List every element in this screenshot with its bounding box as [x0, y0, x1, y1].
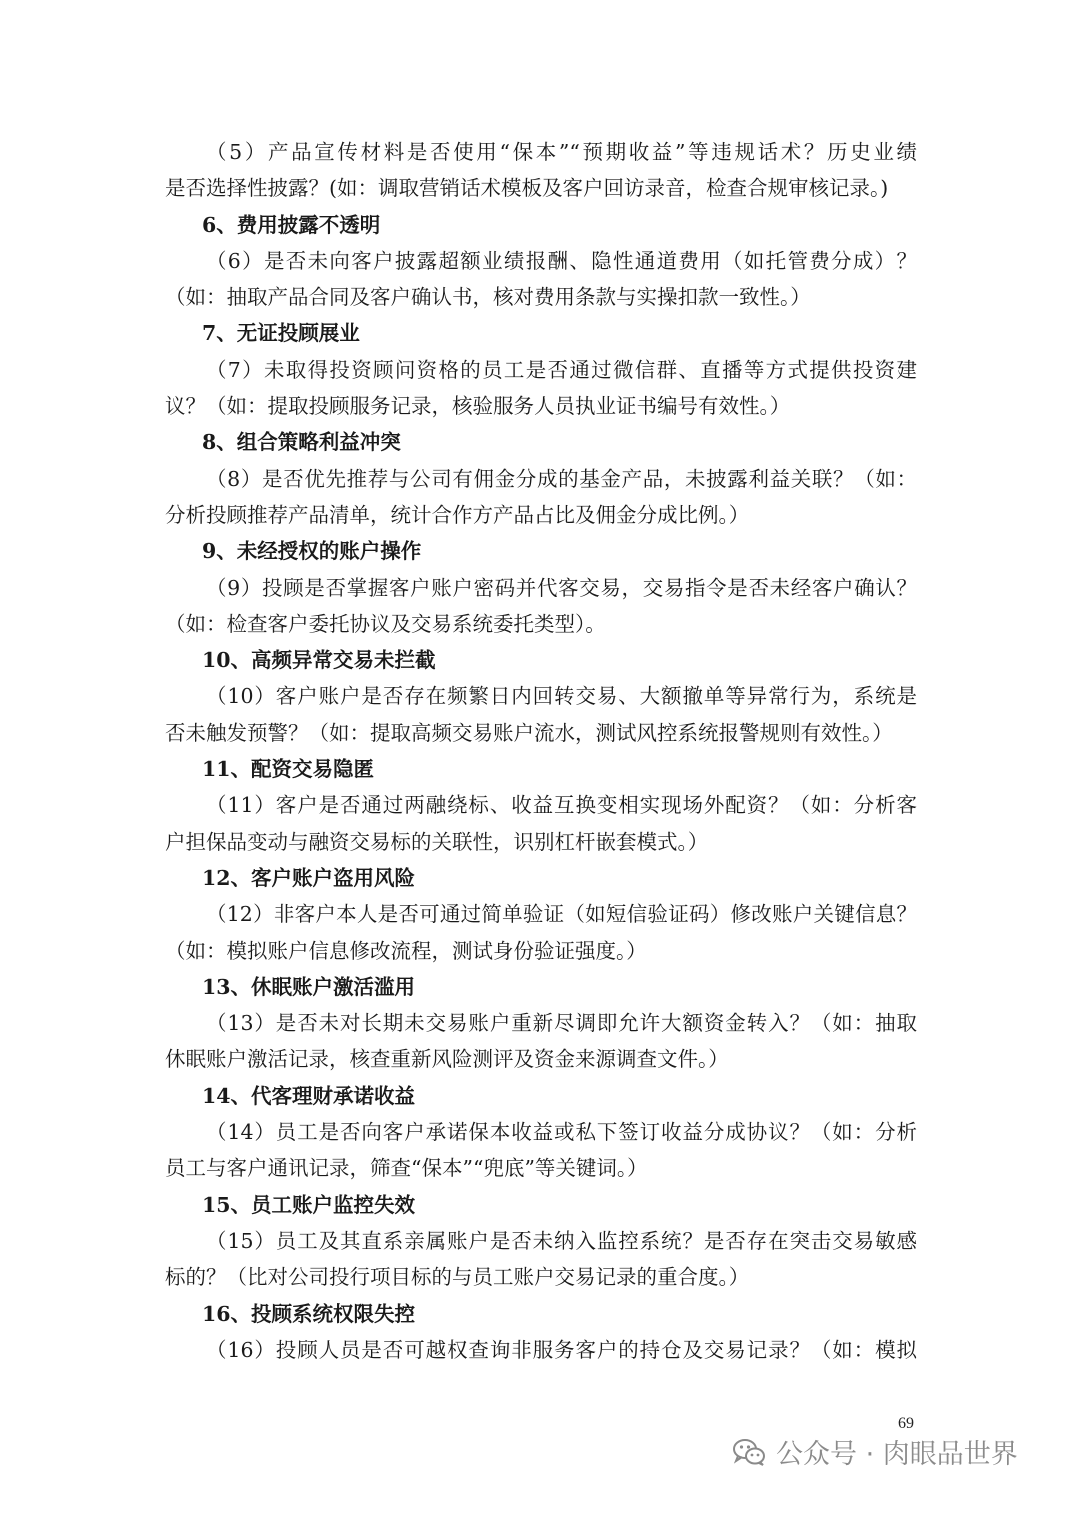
section-heading: 7、无证投顾展业 [202, 321, 360, 346]
section-heading: 15、员工账户监控失效 [202, 1192, 416, 1217]
watermark [732, 1432, 1018, 1471]
paragraph-line: （6）是否未向客户披露超额业绩报酬、隐性通道费用（如托管费分成）？ [206, 248, 917, 273]
paragraph-line: 标的？（比对公司投行项目标的与员工账户交易记录的重合度。） [165, 1265, 750, 1290]
paragraph-line: 分析投顾推荐产品清单，统计合作方产品占比及佣金分成比例。） [165, 502, 750, 527]
paragraph-line: （12）非客户本人是否可通过简单验证（如短信验证码）修改账户关键信息？ [206, 902, 917, 927]
section-heading: 10、高频异常交易未拦截 [202, 648, 436, 673]
paragraph-line: （如：模拟账户信息修改流程，测试身份验证强度。） [165, 938, 647, 963]
section-heading: 14、代客理财承诺收益 [202, 1083, 416, 1108]
section-heading: 9、未经授权的账户操作 [202, 539, 422, 564]
paragraph-line: （13）是否未对长期未交易账户重新尽调即允许大额资金转入？（如：抽取 [206, 1011, 917, 1036]
paragraph-line: （8）是否优先推荐与公司有佣金分成的基金产品，未披露利益关联？（如： [206, 466, 917, 491]
paragraph-line: （5）产品宣传材料是否使用“保本”“预期收益”等违规话术？历史业绩 [206, 140, 917, 164]
paragraph-line: （14）员工是否向客户承诺保本收益或私下签订收益分成协议？（如：分析 [206, 1120, 917, 1145]
section-heading: 13、休眠账户激活滥用 [202, 974, 416, 999]
paragraph-line: 户担保品变动与融资交易标的关联性，识别杠杆嵌套模式。） [165, 829, 709, 854]
paragraph-line: 否未触发预警？（如：提取高频交易账户流水，测试风控系统报警规则有效性。） [165, 720, 893, 745]
paragraph-line: 员工与客户通讯记录，筛查“保本”“兜底”等关键词。） [165, 1156, 648, 1181]
paragraph-line: 议？（如：提取投顾服务记录，核验服务人员执业证书编号有效性。） [165, 394, 791, 419]
paragraph-line: 休眠账户激活记录，核查重新风险测评及资金来源调查文件。） [165, 1047, 729, 1072]
paragraph-line: （如：抽取产品合同及客户确认书，核对费用条款与实操扣款一致性。） [165, 285, 811, 310]
paragraph-line: （如：检查客户委托协议及交易系统委托类型）。 [165, 611, 606, 636]
paragraph-line: （7）未取得投资顾问资格的员工是否通过微信群、直播等方式提供投资建 [206, 357, 917, 382]
wechat-icon [732, 1437, 766, 1467]
document-body [165, 134, 917, 1368]
section-heading: 6、费用披露不透明 [202, 212, 381, 237]
section-heading: 11、配资交易隐匿 [202, 757, 375, 782]
watermark-text: 公众号 · 肉眼品世界 [776, 1439, 1018, 1470]
section-heading: 12、客户账户盗用风险 [202, 865, 416, 890]
paragraph-line: （9）投顾是否掌握客户账户密码并代客交易，交易指令是否未经客户确认？ [206, 575, 917, 600]
section-heading: 8、组合策略利益冲突 [202, 430, 401, 455]
section-heading: 16、投顾系统权限失控 [202, 1301, 416, 1326]
paragraph-line: （10）客户账户是否存在频繁日内回转交易、大额撤单等异常行为，系统是 [206, 684, 917, 709]
paragraph-line: （11）客户是否通过两融绕标、收益互换变相实现场外配资？（如：分析客 [206, 793, 917, 818]
paragraph-line: （16）投顾人员是否可越权查询非服务客户的持仓及交易记录？（如：模拟 [206, 1337, 917, 1362]
page-number: 69 [898, 1415, 914, 1432]
paragraph-line: （15）员工及其直系亲属账户是否未纳入监控系统？是否存在突击交易敏感 [206, 1228, 917, 1253]
paragraph-line: 是否选择性披露？(如：调取营销话术模板及客户回访录音，检查合规审核记录。) [165, 176, 889, 201]
